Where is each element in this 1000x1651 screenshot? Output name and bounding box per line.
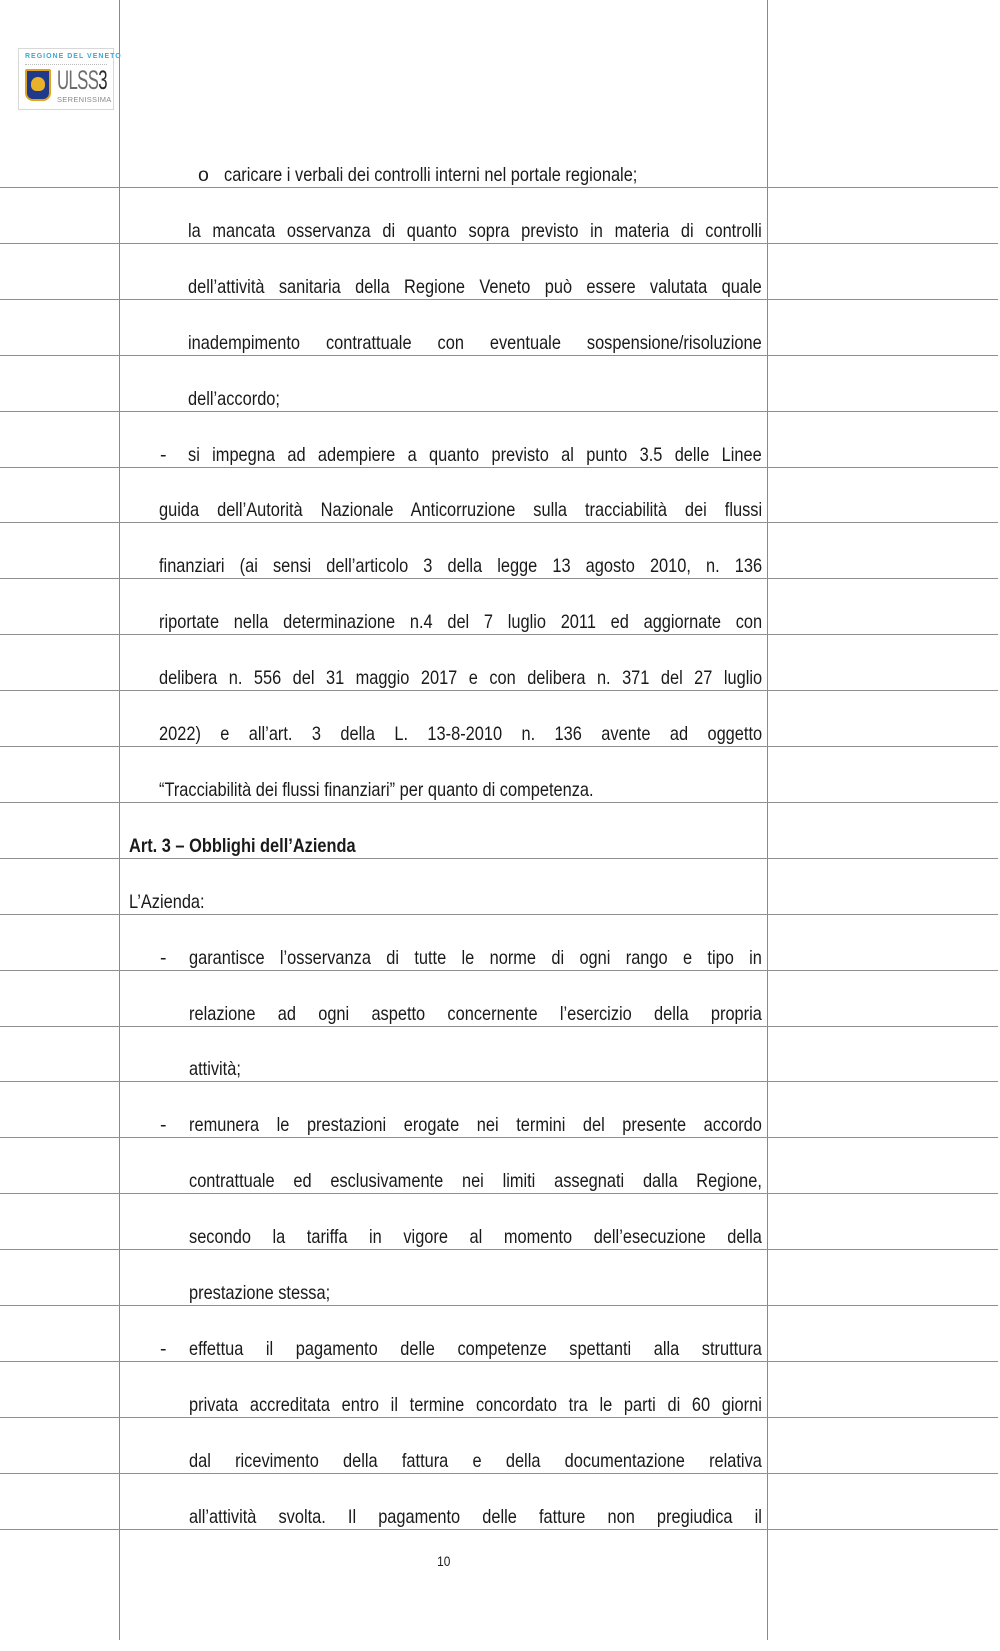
text-line-content: 2022) e all’art. 3 della L. 13-8-2010 n. 136 avente ad oggetto: [159, 723, 763, 745]
ruled-line: [0, 299, 998, 300]
dash-bullet-icon: -: [160, 1338, 167, 1360]
ruled-line: [0, 1529, 998, 1530]
ruled-line: [0, 411, 998, 412]
text-line-content: prestazione stessa;: [189, 1282, 331, 1304]
ruled-line: [0, 187, 998, 188]
ruled-line: [0, 634, 998, 635]
logo-region-text: REGIONE DEL VENETO: [25, 53, 122, 60]
text-line-content: dell’attività sanitaria della Regione Veneto può essere valutata quale: [188, 276, 762, 298]
text-line-content: dal ricevimento della fattura e della documentazione relativa: [189, 1450, 762, 1472]
text-line-content: contrattuale ed esclusivamente nei limiti assegnati dalla Regione,: [189, 1170, 762, 1192]
text-line-content: finanziari (ai sensi dell’articolo 3 della legge 13 agosto 2010, n. 136: [159, 555, 763, 577]
text-line: [189, 1505, 762, 1529]
lion-of-st-mark-crest-icon: [25, 69, 51, 101]
text-line-content: caricare i verbali dei controlli interni nel portale regionale;: [224, 164, 638, 186]
circle-bullet-icon: o: [198, 164, 209, 186]
text-line-content: delibera n. 556 del 31 maggio 2017 e con delibera n. 371 del 27 luglio: [159, 667, 763, 689]
text-line: [189, 1225, 762, 1249]
text-line-content: remunera le prestazioni erogate nei termini del presente accordo: [189, 1114, 762, 1136]
dash-bullet-icon: -: [160, 947, 167, 969]
text-line-content: guida dell’Autorità Nazionale Anticorruzione sulla tracciabilità dei flussi: [159, 499, 763, 521]
text-line-content: inadempimento contrattuale con eventuale sospensione/risoluzione: [188, 332, 762, 354]
ruled-line: [0, 1193, 998, 1194]
text-line: [189, 1113, 762, 1137]
dash-bullet-icon: -: [160, 1114, 167, 1136]
text-line: [189, 1337, 762, 1361]
text-line: [129, 890, 219, 914]
ruled-line: [0, 578, 998, 579]
logo-ulss-text: ULSS3: [57, 65, 107, 95]
ruled-line: [0, 355, 998, 356]
ruled-line: [0, 1081, 998, 1082]
text-line-content: privata accreditata entro il termine concordato tra le parti di 60 giorni: [189, 1394, 762, 1416]
dash-bullet-icon: -: [160, 444, 167, 466]
ruled-line: [0, 1026, 998, 1027]
left-margin-line: [119, 0, 120, 1640]
ruled-line: [0, 522, 998, 523]
text-line: [188, 219, 762, 243]
text-line-content: relazione ad ogni aspetto concernente l’esercizio della propria: [189, 1003, 762, 1025]
ruled-line: [0, 746, 998, 747]
right-margin-line: [767, 0, 768, 1640]
ruled-line: [0, 1137, 998, 1138]
ruled-line: [0, 1361, 998, 1362]
text-line: [188, 443, 762, 467]
text-line: [188, 387, 297, 411]
text-line: [189, 1393, 762, 1417]
ruled-line: [0, 467, 998, 468]
text-line-content: effettua il pagamento delle competenze spettanti alla struttura: [189, 1338, 762, 1360]
text-line-content: all’attività svolta. Il pagamento delle fatture non pregiudica il: [189, 1506, 762, 1528]
ruled-line: [0, 970, 998, 971]
text-line: [189, 1002, 762, 1026]
text-line: [188, 331, 762, 355]
text-line: [189, 946, 762, 970]
ruled-line: [0, 1417, 998, 1418]
text-line: [188, 275, 762, 299]
text-line-content: “Tracciabilità dei flussi finanziari” per quanto di competenza.: [159, 779, 594, 801]
text-line: [159, 498, 762, 522]
text-line: [159, 554, 762, 578]
text-line-content: secondo la tariffa in vigore al momento dell’esecuzione della: [189, 1226, 762, 1248]
page-number: 10: [437, 1553, 451, 1569]
text-line-content: Art. 3 – Obblighi dell’Azienda: [129, 835, 356, 857]
text-line-content: attività;: [189, 1058, 241, 1080]
ulss3-logo: [18, 48, 122, 110]
text-line: [159, 778, 676, 802]
text-line: [159, 666, 762, 690]
text-line: [159, 722, 762, 746]
text-line: [189, 1449, 762, 1473]
ruled-line: [0, 1249, 998, 1250]
text-line-content: riportate nella determinazione n.4 del 7 luglio 2011 ed aggiornate con: [159, 611, 763, 633]
text-line: [159, 610, 762, 634]
text-line: [189, 1057, 251, 1081]
text-line: [189, 1169, 762, 1193]
text-line: [224, 163, 716, 187]
text-line-content: garantisce l’osservanza di tutte le norme di ogni rango e tipo in: [189, 947, 762, 969]
text-line-content: la mancata osservanza di quanto sopra previsto in materia di controlli: [188, 220, 762, 242]
ruled-line: [0, 914, 998, 915]
text-line-content: L’Azienda:: [129, 891, 205, 913]
ruled-line: [0, 243, 998, 244]
ruled-line: [0, 690, 998, 691]
ruled-line: [0, 858, 998, 859]
text-line-content: si impegna ad adempiere a quanto previsto al punto 3.5 delle Linee: [188, 444, 762, 466]
ruled-line: [0, 1473, 998, 1474]
text-line-content: dell’accordo;: [188, 388, 280, 410]
logo-subtitle: SERENISSIMA: [57, 95, 112, 104]
ruled-line: [0, 1305, 998, 1306]
ruled-line: [0, 802, 998, 803]
section-heading: [129, 834, 399, 858]
text-line: [189, 1281, 357, 1305]
